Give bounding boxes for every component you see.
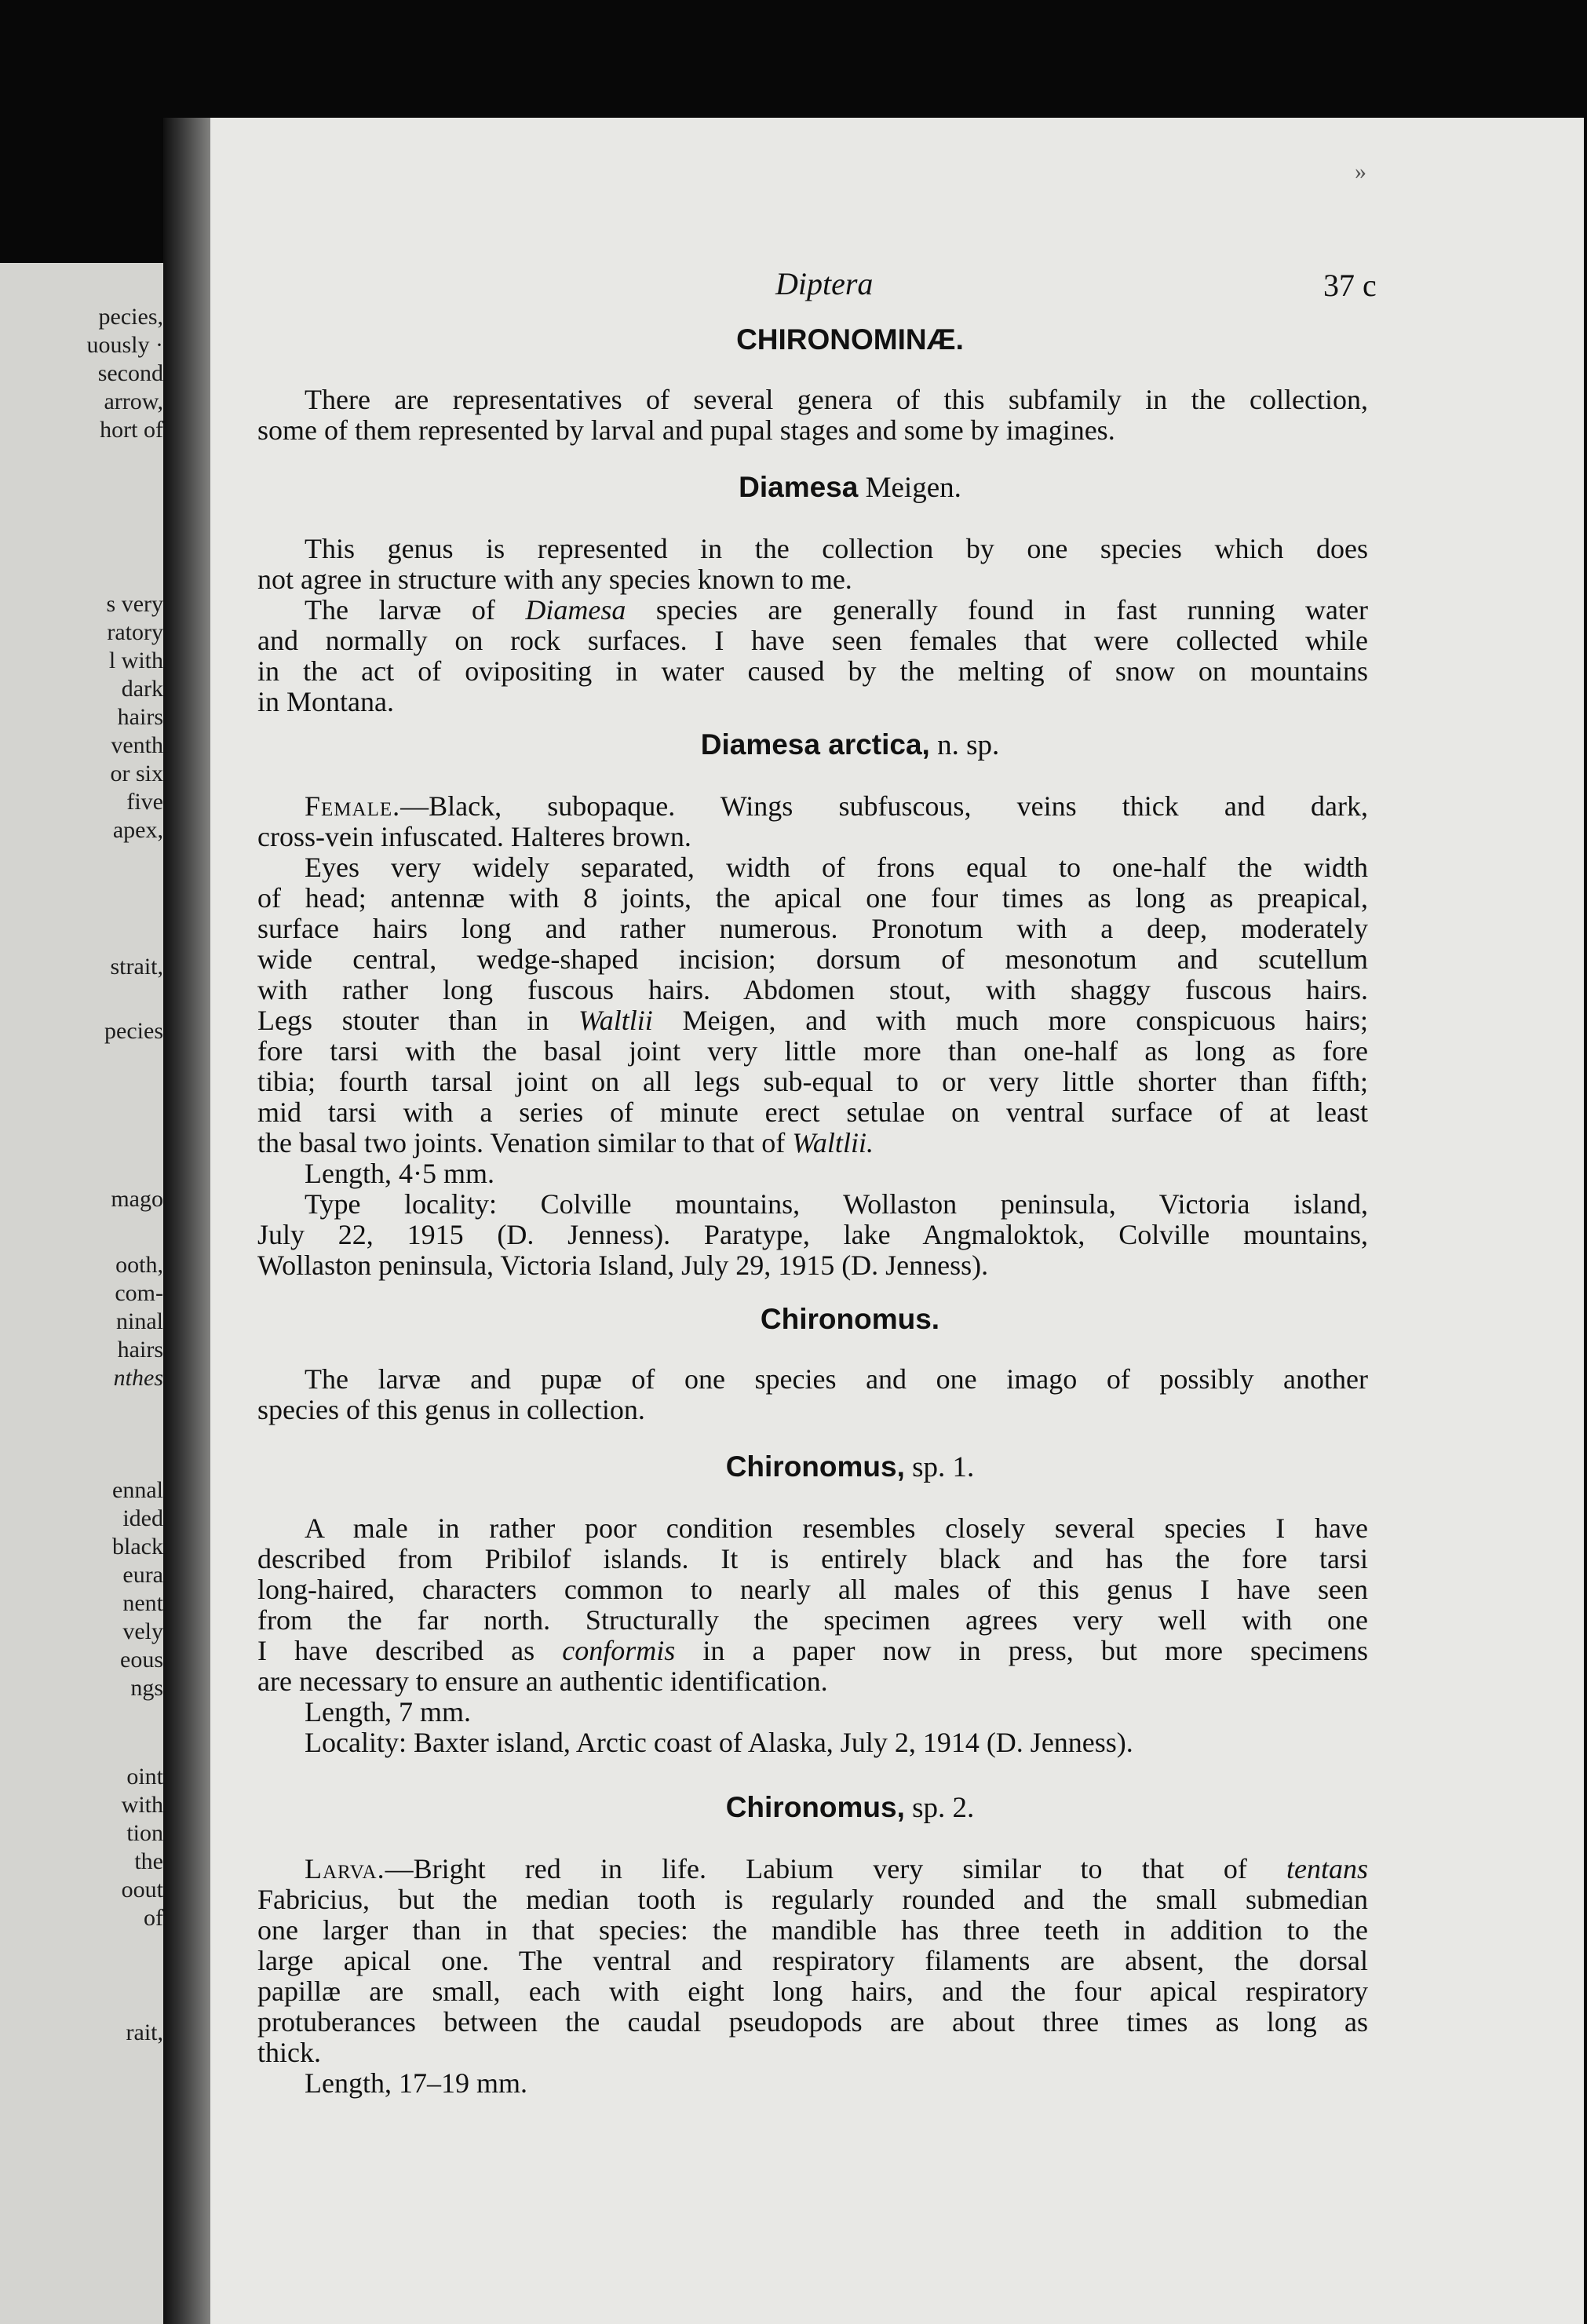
left-page-fragment: venth (111, 732, 163, 758)
left-page-fragment: hort of (100, 417, 163, 443)
left-page-fragment: tion (126, 1820, 163, 1846)
left-page-fragment: nent (122, 1590, 163, 1616)
running-header-title: Diptera (775, 266, 874, 301)
left-page-fragment: five (126, 789, 163, 815)
left-page-fragment: vely (122, 1618, 163, 1644)
heading-status: n. sp. (929, 729, 1000, 761)
species-italic: Waltlii (578, 1005, 653, 1036)
page-number: 37 c (1323, 268, 1377, 303)
section-heading-diamesa-arctica (210, 728, 1490, 762)
text-line: and normally on rock surfaces. I have seen females that were collected while (257, 626, 1368, 656)
left-page-margin (0, 263, 173, 2324)
text-line: July 22, 1915 (D. Jenness). Paratype, lake Angmaloktok, Colville mountains, (257, 1220, 1368, 1250)
left-page-fragment: oint (126, 1764, 163, 1790)
left-page-fragment: ennal (112, 1477, 163, 1503)
length-line: Length, 4·5 mm. (305, 1158, 494, 1189)
text-line: one larger than in that species: the mandible has three teeth in addition to the (257, 1915, 1368, 1946)
left-page-fragment: rait, (126, 2019, 163, 2045)
text-line (257, 1128, 1368, 1158)
paragraph-chironominae (257, 385, 1368, 446)
left-page-fragment: apex, (112, 817, 163, 843)
text-line: The larvæ and pupæ of one species and one imago of possibly another (305, 1364, 1368, 1395)
section-heading-chironominae: CHIRONOMINÆ. (736, 323, 964, 356)
stage-label: Larva. (305, 1854, 385, 1884)
text-line: long-haired, characters common to nearly all males of this genus I have seen (257, 1574, 1368, 1605)
text-line: protuberances between the caudal pseudopods are about three times as long as (257, 2007, 1368, 2038)
left-page-fragment: arrow, (104, 389, 163, 414)
heading-species: Diamesa arctica, (700, 728, 930, 761)
description-diamesa-arctica (257, 791, 1368, 1281)
text-line (257, 595, 1368, 626)
description-chironomus-sp2 (257, 1854, 1368, 2099)
species-italic: tentans (1286, 1854, 1368, 1884)
text-line (257, 1854, 1368, 1884)
text-line: Eyes very widely separated, width of frons equal to one-half the width (305, 852, 1368, 883)
text-line: This genus is represented in the collection by one species which does (305, 534, 1368, 564)
description-chironomus-sp1 (257, 1513, 1368, 1758)
text-line: Type locality: Colville mountains, Wollaston peninsula, Victoria island, (305, 1189, 1368, 1220)
text-line: papillæ are small, each with eight long hairs, and the four apical respiratory (257, 1976, 1368, 2007)
genus-italic: Diamesa (525, 595, 626, 626)
heading-author: Meigen. (858, 472, 961, 504)
species-italic: Waltlii. (792, 1128, 874, 1158)
left-page-fragment: l with (108, 648, 163, 673)
text-line: in Montana. (257, 687, 394, 717)
text-run: The larvæ of (305, 595, 526, 626)
text-line: thick. (257, 2038, 321, 2068)
left-page-fragment: dark (121, 676, 163, 702)
text-line: There are representatives of several genera of this subfamily in the collection, (305, 385, 1368, 415)
left-page-fragment: hairs (117, 704, 163, 730)
text-run: Legs stouter than in (257, 1005, 579, 1036)
text-line: large apical one. The ventral and respiratory filaments are absent, the dorsal (257, 1946, 1368, 1976)
left-page-fragment: mago (111, 1186, 163, 1212)
page (210, 118, 1584, 2324)
text-line (257, 1636, 1368, 1666)
heading-species-number: sp. 1. (904, 1451, 975, 1483)
text-line: with rather long fuscous hairs. Abdomen stout, with shaggy fuscous hairs. (257, 975, 1368, 1005)
text-line: some of them represented by larval and pupal stages and some by imagines. (257, 415, 1115, 446)
text-run: Meigen, and with much more conspicuous hairs; (652, 1005, 1368, 1036)
left-page-fragment: ided (122, 1505, 163, 1531)
left-page-fragment: second (97, 360, 163, 386)
text-run: in a paper now in press, but more specimens (675, 1636, 1368, 1666)
left-page-fragment: black (112, 1534, 163, 1560)
text-line: cross-vein infuscated. Halteres brown. (257, 822, 691, 852)
left-page-fragment: eura (122, 1562, 163, 1588)
left-page-fragment: uously · (86, 332, 163, 358)
text-line: described from Pribilof islands. It is entirely black and has the fore tarsi (257, 1544, 1368, 1574)
length-line: Length, 7 mm. (305, 1697, 471, 1727)
corner-mark: » (1355, 159, 1366, 184)
text-line (257, 791, 1368, 822)
text-line: Wollaston peninsula, Victoria Island, July 29, 1915 (D. Jenness). (257, 1250, 989, 1281)
left-page-fragment: ninal (116, 1308, 163, 1334)
left-page-fragment: s very (106, 591, 163, 617)
left-page-fragment: of (144, 1905, 163, 1931)
text-line: tibia; fourth tarsal joint on all legs sub-equal to or very little shorter than fifth; (257, 1067, 1368, 1097)
text-line: from the far north. Structurally the specimen agrees very well with one (257, 1605, 1368, 1636)
left-page-fragment: ooth, (115, 1252, 163, 1278)
text-line: in the act of ovipositing in water caused by the melting of snow on mountains (257, 656, 1368, 687)
text-run: species are generally found in fast running water (626, 595, 1368, 626)
left-page-fragment: ratory (107, 619, 163, 645)
left-page-fragment: pecies (104, 1018, 163, 1044)
heading-genus: Chironomus, (725, 1791, 905, 1823)
left-page-fragment: eous (120, 1647, 163, 1673)
section-heading-diamesa (210, 471, 1490, 505)
text-line: fore tarsi with the basal joint very little more than one-half as long as fore (257, 1036, 1368, 1067)
section-heading-chironomus-sp2 (210, 1791, 1490, 1825)
heading-genus: Diamesa (739, 471, 859, 503)
text-line: are necessary to ensure an authentic identification. (257, 1666, 828, 1697)
left-page-fragment: oout (121, 1877, 163, 1903)
left-page-fragment: pecies, (98, 304, 163, 330)
left-page-fragment: hairs (117, 1337, 163, 1363)
left-page-fragment: with (121, 1792, 163, 1818)
text-run: —Black, subopaque. Wings subfuscous, veins thick and dark, (400, 791, 1368, 822)
text-line: Fabricius, but the median tooth is regularly rounded and the small submedian (257, 1884, 1368, 1915)
heading-genus: Chironomus, (725, 1450, 905, 1483)
locality-line: Locality: Baxter island, Arctic coast of Alaska, July 2, 1914 (D. Jenness). (305, 1727, 1133, 1758)
text-line: species of this genus in collection. (257, 1395, 645, 1425)
section-heading-chironomus-sp1 (210, 1450, 1490, 1484)
text-line: of head; antennæ with 8 joints, the apical one four times as long as preapical, (257, 883, 1368, 914)
text-line (257, 1005, 1368, 1036)
left-page-fragment: nthes (113, 1365, 163, 1391)
species-italic: conformis (562, 1636, 676, 1666)
paragraph-diamesa-1 (257, 534, 1368, 717)
left-page-fragment: the (134, 1848, 163, 1874)
text-line: A male in rather poor condition resembles closely several species I have (305, 1513, 1368, 1544)
sex-label: Female. (305, 791, 401, 822)
left-page-fragment: ngs (130, 1675, 163, 1701)
left-page-fragment: com- (115, 1280, 163, 1306)
paragraph-chironomus (257, 1364, 1368, 1425)
text-run: the basal two joints. Venation similar to that of (257, 1128, 793, 1158)
heading-species-number: sp. 2. (904, 1792, 975, 1824)
left-page-fragment: or six (110, 761, 163, 786)
length-line: Length, 17–19 mm. (305, 2068, 527, 2099)
left-page-fragment: strait, (110, 954, 163, 980)
text-run: —Bright red in life. Labium very similar to that of (385, 1854, 1286, 1884)
text-line: not agree in structure with any species known to me. (257, 564, 852, 595)
text-run: I have described as (257, 1636, 563, 1666)
text-line: wide central, wedge-shaped incision; dorsum of mesonotum and scutellum (257, 944, 1368, 975)
section-heading-chironomus: Chironomus. (760, 1303, 940, 1335)
text-line: mid tarsi with a series of minute erect setulae on ventral surface of at least (257, 1097, 1368, 1128)
text-line: surface hairs long and rather numerous. Pronotum with a deep, moderately (257, 914, 1368, 944)
